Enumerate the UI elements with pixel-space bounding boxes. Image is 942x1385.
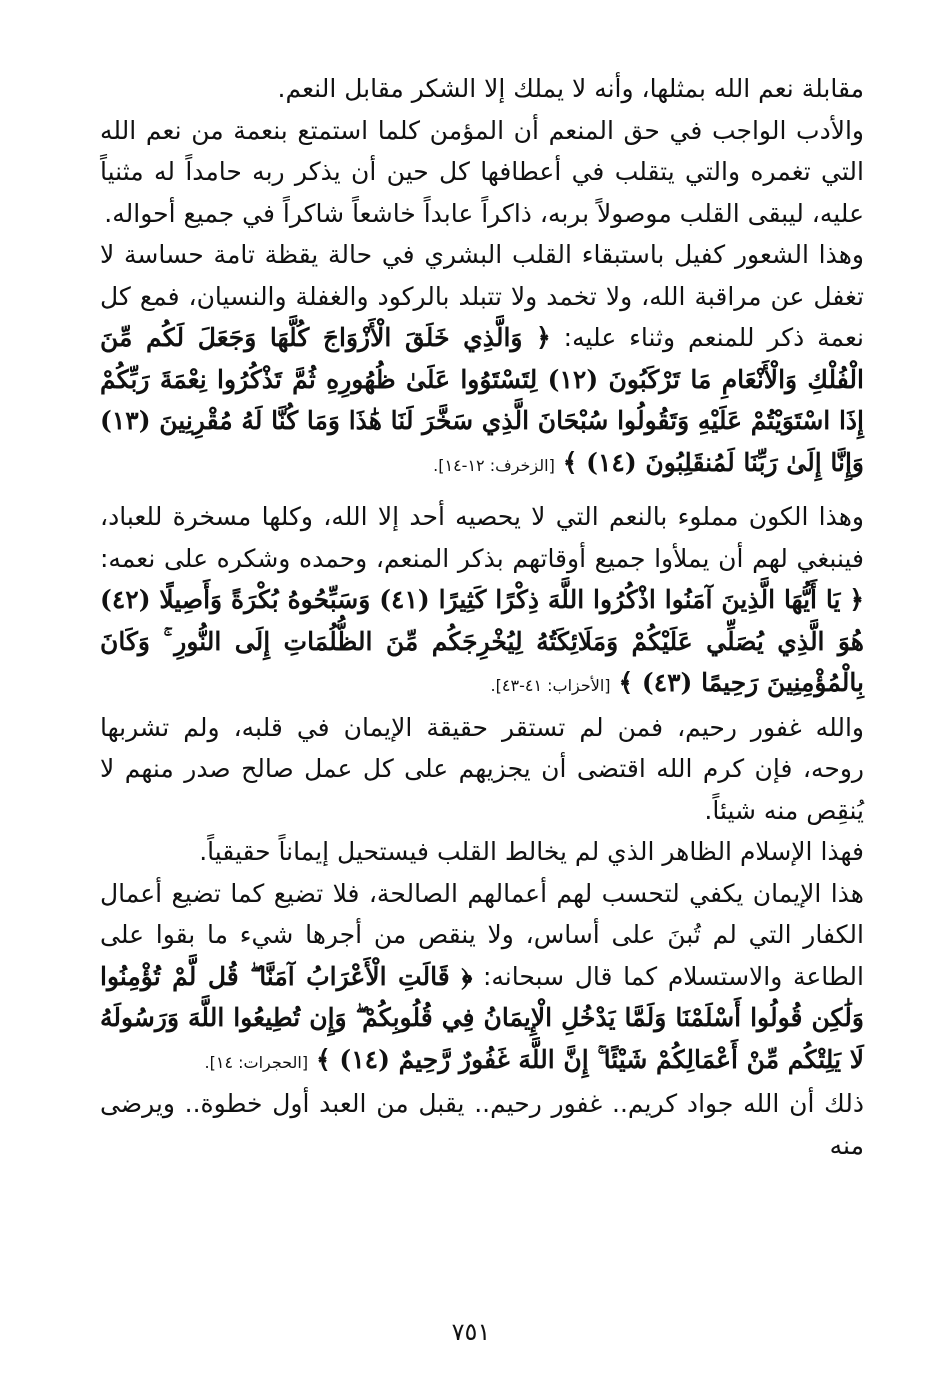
quran-verse: ﴿ قَالَتِ الْأَعْرَابُ آمَنَّا ۖ قُل لَّمْ تُؤْمِنُوا وَلَٰكِن قُولُوا أَسْلَمْنَا وَلَمَّا يَدْخُلِ الْإِيمَانُ فِي قُلُوبِكُمْ ۖ وَإِن تُطِيعُوا اللَّهَ وَرَسُولَهُ لَا يَلِتْكُم مِّنْ أَعْمَالِكُمْ شَيْئًا ۚ إِنَّ اللَّهَ غَفُورٌ رَّحِيمٌ (١٤) ﴾ <box>100 961 864 1074</box>
paragraph-4: وهذا الكون مملوء بالنعم التي لا يحصيه أحد إلا الله، وكلها مسخرة للعباد، فينبغي لهم أن يملأوا جميع أوقاتهم بذكر المنعم، وحمده وشكره على نعمه: ﴿ يَا أَيُّهَا الَّذِينَ آمَنُوا اذْكُرُوا اللَّهَ ذِكْرًا كَثِيرًا (٤١) وَسَبِّحُوهُ بُكْرَةً وَأَصِيلًا (٤٢) هُوَ الَّذِي يُصَلِّي عَلَيْكُمْ وَمَلَائِكَتُهُ لِيُخْرِجَكُم مِّنَ الظُّلُمَاتِ إِلَى النُّورِ ۚ وَكَانَ بِالْمُؤْمِنِينَ رَحِيمًا (٤٣) ﴾ [الأحزاب: ٤١-٤٣]. <box>100 502 864 697</box>
verse-reference: [الأحزاب: ٤١-٤٣]. <box>490 676 611 695</box>
paragraph-8: ذلك أن الله جواد كريم.. غفور رحيم.. يقبل من العبد أول خطوة.. ويرضى منه <box>100 1089 864 1160</box>
quran-verse: ﴿ يَا أَيُّهَا الَّذِينَ آمَنُوا اذْكُرُوا اللَّهَ ذِكْرًا كَثِيرًا (٤١) وَسَبِّحُوهُ بُكْرَةً وَأَصِيلًا (٤٢) هُوَ الَّذِي يُصَلِّي عَلَيْكُمْ وَمَلَائِكَتُهُ لِيُخْرِجَكُم مِّنَ الظُّلُمَاتِ إِلَى النُّورِ ۚ وَكَانَ بِالْمُؤْمِنِينَ رَحِيمًا (٤٣) ﴾ <box>100 585 864 697</box>
paragraph-7: هذا الإيمان يكفي لتحسب لهم أعمالهم الصالحة، فلا تضيع كما تضيع أعمال الكفار التي لم تُبنَ على أساس، ولا ينقص من أجرها شيء ما بقوا على الطاعة والاستسلام كما قال سبحانه: ﴿ قَالَتِ الْأَعْرَابُ آمَنَّا ۖ قُل لَّمْ تُؤْمِنُوا وَلَٰكِن قُولُوا أَسْلَمْنَا وَلَمَّا يَدْخُلِ الْإِيمَانُ فِي قُلُوبِكُمْ ۖ وَإِن تُطِيعُوا اللَّهَ وَرَسُولَهُ لَا يَلِتْكُم مِّنْ أَعْمَالِكُمْ شَيْئًا ۚ إِنَّ اللَّهَ غَفُورٌ رَّحِيمٌ (١٤) ﴾ [الحجرات: ١٤]. <box>100 878 865 1074</box>
paragraph-1: مقابلة نعم الله بمثلها، وأنه لا يملك إلا الشكر مقابل النعم. <box>277 74 864 103</box>
paragraph-3: وهذا الشعور كفيل باستبقاء القلب البشري في حالة يقظة تامة حساسة لا تغفل عن مراقبة الله، ولا تخمد ولا تتبلد بالركود والغفلة والنسيان، فمع كل نعمة ذكر للمنعم وثناء عليه: ﴿ وَالَّذِي خَلَقَ الْأَزْوَاجَ كُلَّهَا وَجَعَلَ لَكُم مِّنَ الْفُلْكِ وَالْأَنْعَامِ مَا تَرْكَبُونَ (١٢) لِتَسْتَوُوا عَلَىٰ ظُهُورِهِ ثُمَّ تَذْكُرُوا نِعْمَةَ رَبِّكُمْ إِذَا اسْتَوَيْتُمْ عَلَيْهِ وَتَقُولُوا سُبْحَانَ الَّذِي سَخَّرَ لَنَا هَٰذَا وَمَا كُنَّا لَهُ مُقْرِنِينَ (١٣) وَإِنَّا إِلَىٰ رَبِّنَا لَمُنقَلِبُونَ (١٤) ﴾ [الزخرف: ١٢-١٤]. <box>100 240 864 477</box>
paragraph-6: فهذا الإسلام الظاهر الذي لم يخالط القلب فيستحيل إيماناً حقيقياً. <box>199 837 864 866</box>
paragraph-5: والله غفور رحيم، فمن لم تستقر حقيقة الإيمان في قلبه، ولم تشربها روحه، فإن كرم الله اقتضى أن يجزيهم على كل عمل صالح صدر منهم لا يُنقِص منه شيئاً. <box>100 712 864 825</box>
verse-reference: [الزخرف: ١٢-١٤]. <box>433 455 555 475</box>
quran-verse: ﴿ وَالَّذِي خَلَقَ الْأَزْوَاجَ كُلَّهَا وَجَعَلَ لَكُم مِّنَ الْفُلْكِ وَالْأَنْعَامِ مَا تَرْكَبُونَ (١٢) لِتَسْتَوُوا عَلَىٰ ظُهُورِهِ ثُمَّ تَذْكُرُوا نِعْمَةَ رَبِّكُمْ إِذَا اسْتَوَيْتُمْ عَلَيْهِ وَتَقُولُوا سُبْحَانَ الَّذِي سَخَّرَ لَنَا هَٰذَا وَمَا كُنَّا لَهُ مُقْرِنِينَ (١٣) وَإِنَّا إِلَىٰ رَبِّنَا لَمُنقَلِبُونَ (١٤) ﴾ <box>100 323 864 477</box>
paragraph-2: والأدب الواجب في حق المنعم أن المؤمن كلما استمتع بنعمة من نعم الله التي تغمره والتي يتقلب في أعطافها كل حين أن يذكر ربه حامداً له مثنياً عليه، ليبقى القلب موصولاً بربه، ذاكراً عابداً خاشعاً شاكراً في جميع أحواله. <box>100 115 864 228</box>
verse-reference: [الحجرات: ١٤]. <box>204 1052 309 1072</box>
page-number: ٧٥١ <box>451 1318 491 1346</box>
